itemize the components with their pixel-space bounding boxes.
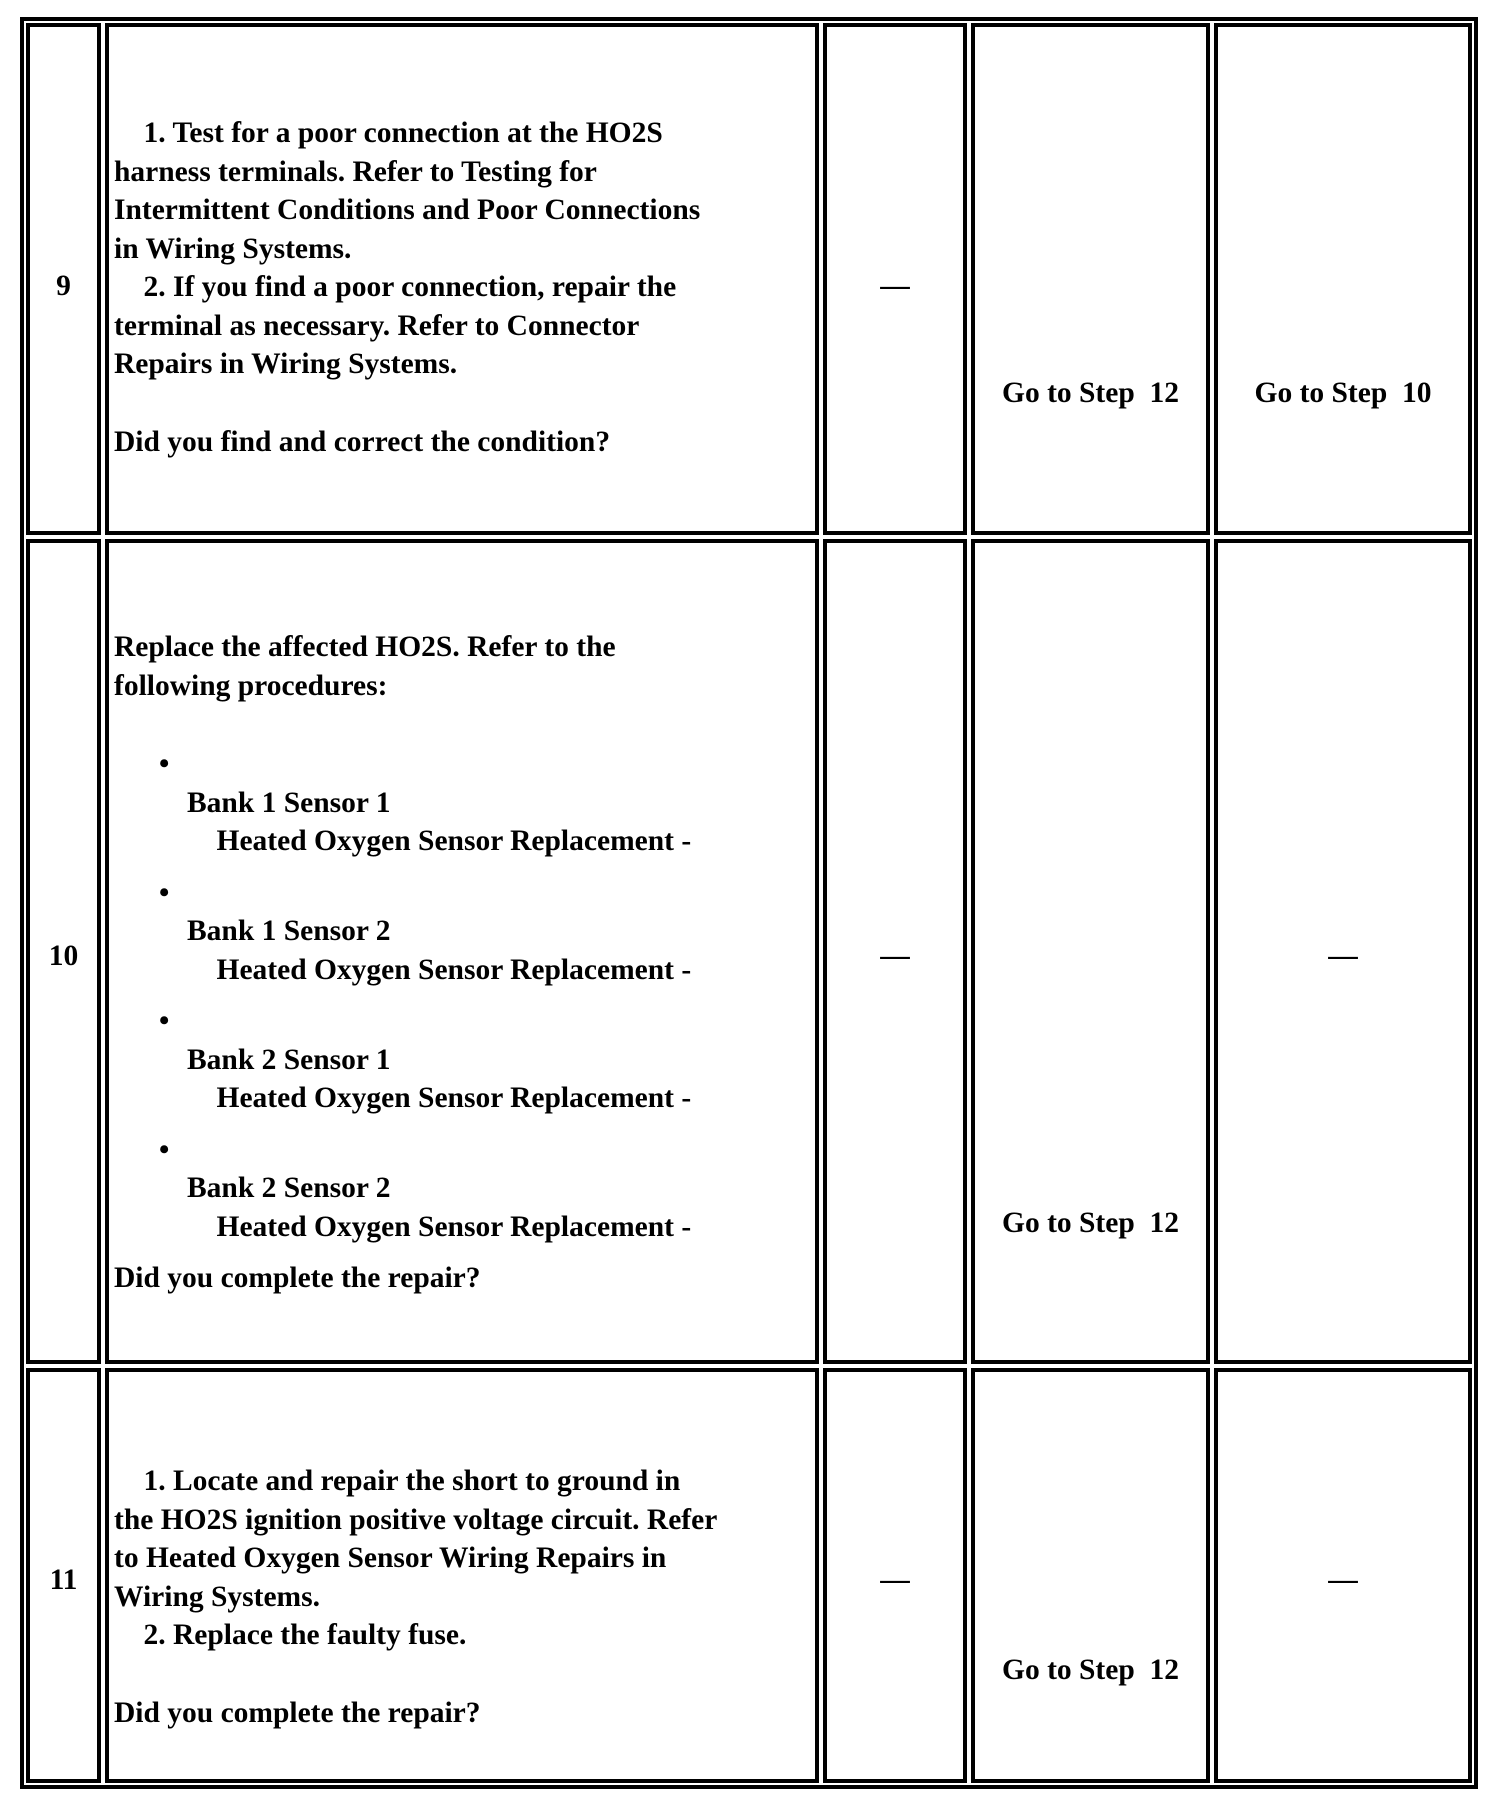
value-dash: — bbox=[880, 1564, 910, 1596]
bullet-icon: • bbox=[159, 748, 170, 780]
action-line: Wiring Systems. bbox=[114, 1581, 320, 1613]
question-text: Did you complete the repair? bbox=[114, 1262, 481, 1294]
value-cell bbox=[823, 539, 967, 1364]
step-cell bbox=[26, 539, 101, 1364]
yes-cell bbox=[971, 539, 1210, 1364]
action-cell bbox=[105, 23, 819, 535]
no-dash: — bbox=[1328, 1564, 1358, 1596]
action-line: 1. Test for a poor connection at the HO2S bbox=[114, 117, 663, 149]
value-dash: — bbox=[880, 940, 910, 972]
list-item-text: Heated Oxygen Sensor Replacement - bbox=[216, 954, 692, 986]
list-item-continuation: Bank 1 Sensor 1 bbox=[187, 787, 391, 819]
action-line: terminal as necessary. Refer to Connector bbox=[114, 310, 640, 342]
yes-cell bbox=[971, 1368, 1210, 1783]
action-line: Intermittent Conditions and Poor Connections bbox=[114, 194, 701, 226]
list-item-text: Heated Oxygen Sensor Replacement - bbox=[216, 1211, 692, 1243]
no-cell bbox=[1214, 23, 1472, 535]
list-item-continuation: Bank 2 Sensor 1 bbox=[187, 1044, 391, 1076]
list-item-text: Heated Oxygen Sensor Replacement - bbox=[216, 825, 692, 857]
step-number: 11 bbox=[49, 1564, 78, 1596]
action-line: harness terminals. Refer to Testing for bbox=[114, 156, 597, 188]
no-dash: — bbox=[1328, 940, 1358, 972]
value-cell bbox=[823, 1368, 967, 1783]
action-cell bbox=[105, 539, 819, 1364]
action-line: Repairs in Wiring Systems. bbox=[114, 348, 458, 380]
list-item-continuation: Bank 1 Sensor 2 bbox=[187, 915, 391, 947]
no-cell bbox=[1214, 539, 1472, 1364]
yes-cell bbox=[971, 23, 1210, 535]
action-line: in Wiring Systems. bbox=[114, 233, 352, 265]
step-number: 10 bbox=[48, 940, 79, 972]
action-line: to Heated Oxygen Sensor Wiring Repairs in bbox=[114, 1542, 667, 1574]
no-goto-step: Go to Step 10 bbox=[1254, 377, 1432, 409]
no-cell bbox=[1214, 1368, 1472, 1783]
list-item-continuation: Bank 2 Sensor 2 bbox=[187, 1172, 391, 1204]
step-cell bbox=[26, 23, 101, 535]
action-line: following procedures: bbox=[114, 670, 388, 702]
value-cell bbox=[823, 23, 967, 535]
yes-goto-step: Go to Step 12 bbox=[1002, 1654, 1179, 1686]
bullet-icon: • bbox=[159, 1134, 170, 1166]
yes-goto-step: Go to Step 12 bbox=[1002, 1207, 1179, 1239]
action-line: 2. If you find a poor connection, repair the bbox=[114, 271, 677, 303]
yes-goto-step: Go to Step 12 bbox=[1002, 377, 1179, 409]
bullet-icon: • bbox=[159, 1005, 170, 1037]
step-cell bbox=[26, 1368, 101, 1783]
step-number: 9 bbox=[56, 270, 71, 302]
question-text: Did you find and correct the condition? bbox=[114, 426, 611, 458]
action-line: 2. Replace the faulty fuse. bbox=[114, 1619, 467, 1651]
action-line: the HO2S ignition positive voltage circuit. Refer bbox=[114, 1504, 718, 1536]
value-dash: — bbox=[880, 270, 910, 302]
bullet-icon: • bbox=[159, 877, 170, 909]
action-line: 1. Locate and repair the short to ground in bbox=[114, 1465, 681, 1497]
action-cell bbox=[105, 1368, 819, 1783]
action-line: Replace the affected HO2S. Refer to the bbox=[114, 631, 616, 663]
question-text: Did you complete the repair? bbox=[114, 1697, 481, 1729]
list-item-text: Heated Oxygen Sensor Replacement - bbox=[216, 1082, 692, 1114]
